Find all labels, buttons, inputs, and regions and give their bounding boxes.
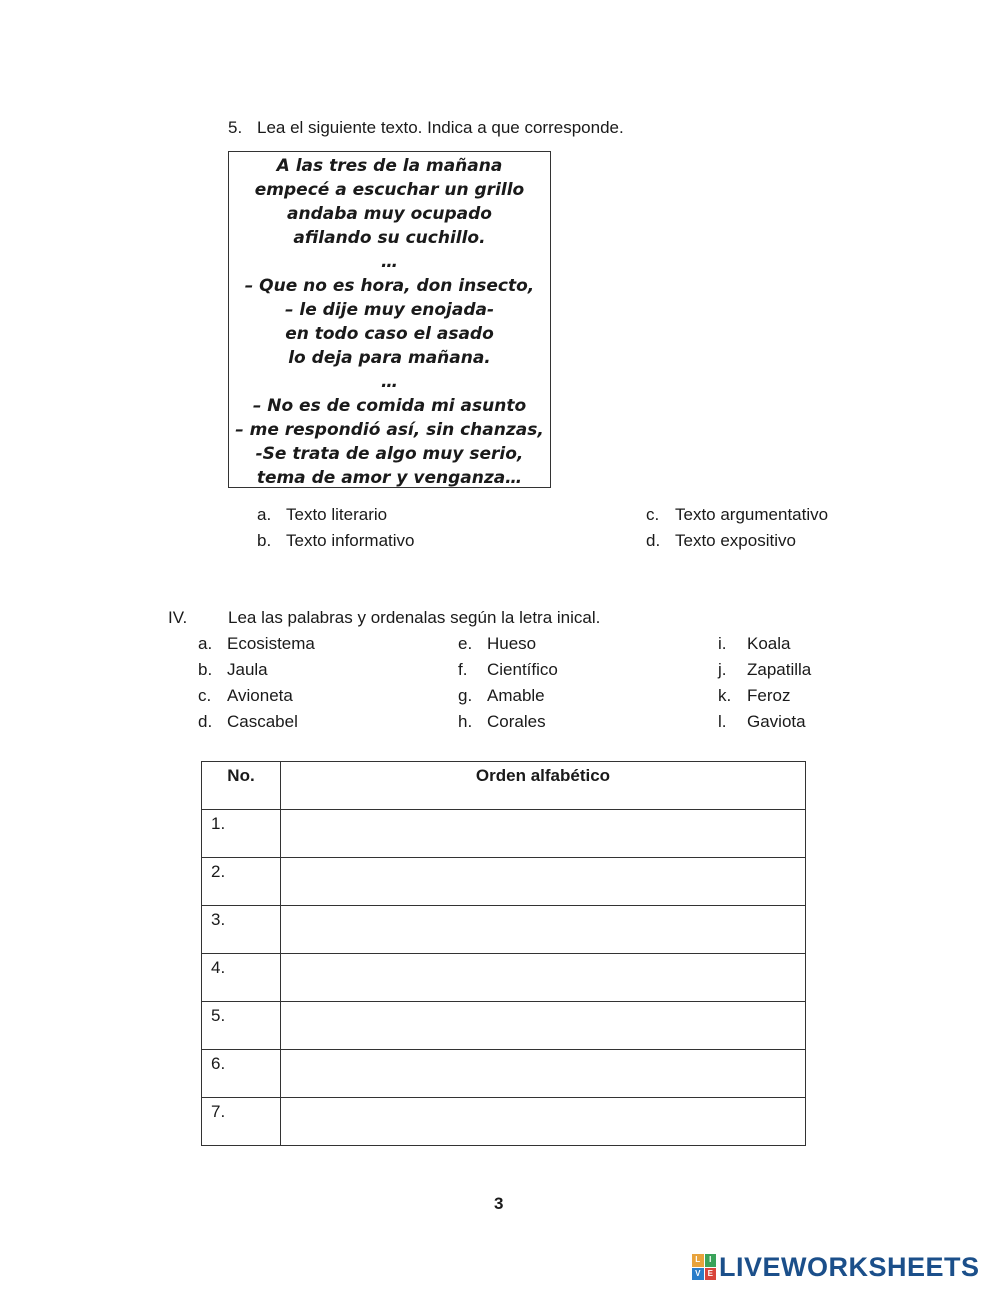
word-item [198, 660, 268, 680]
word-letter: e. [458, 634, 473, 653]
row-number: 4. [202, 954, 281, 1002]
word-text: Corales [487, 712, 546, 731]
word-text: Jaula [227, 660, 268, 679]
answer-cell[interactable] [281, 1050, 806, 1098]
alphabetical-order-table [201, 761, 806, 1146]
poem-line: lo deja para mañana. [288, 348, 491, 368]
poem-line: A las tres de la mañana [276, 156, 503, 176]
table-row [202, 954, 806, 1002]
option-text: Texto expositivo [675, 531, 796, 550]
option-letter: d. [646, 531, 661, 550]
word-text: Ecosistema [227, 634, 315, 653]
word-item [458, 686, 545, 706]
table-row [202, 1098, 806, 1146]
word-letter: i. [718, 634, 727, 653]
word-text: Feroz [747, 686, 791, 705]
option-c[interactable] [646, 505, 828, 525]
answer-cell[interactable] [281, 1002, 806, 1050]
poem-line: … [381, 252, 398, 272]
word-letter: j. [718, 660, 727, 679]
logo-mark-letter: V [692, 1268, 704, 1281]
poem-line: -Se trata de algo muy serio, [255, 444, 524, 464]
word-item [458, 660, 558, 680]
answer-cell[interactable] [281, 906, 806, 954]
poem-line: – me respondió así, sin chanzas, [235, 420, 544, 440]
option-text: Texto literario [286, 505, 388, 524]
table-row [202, 1050, 806, 1098]
header-no: No. [202, 762, 281, 810]
word-text: Amable [487, 686, 545, 705]
word-letter: a. [198, 634, 213, 653]
option-text: Texto argumentativo [675, 505, 829, 524]
row-number: 7. [202, 1098, 281, 1146]
word-text: Zapatilla [747, 660, 812, 679]
word-item [458, 712, 546, 732]
question-number: 5. [228, 118, 243, 137]
logo-mark-letter: I [705, 1254, 717, 1267]
page-number: 3 [494, 1194, 504, 1213]
poem-line: empecé a escuchar un grillo [254, 180, 525, 200]
poem-line: – Que no es hora, don insecto, [244, 276, 535, 296]
word-text: Avioneta [227, 686, 293, 705]
word-letter: k. [718, 686, 732, 705]
question-text: Lea el siguiente texto. Indica a que corresponde. [257, 118, 624, 137]
table-row [202, 906, 806, 954]
word-item [718, 634, 790, 654]
word-text: Cascabel [227, 712, 298, 731]
word-letter: b. [198, 660, 213, 679]
word-text: Hueso [487, 634, 537, 653]
word-text: Científico [487, 660, 558, 679]
option-b[interactable] [257, 531, 415, 551]
word-letter: h. [458, 712, 473, 731]
poem-box [228, 151, 551, 488]
logo-mark-letter: E [705, 1268, 717, 1281]
liveworksheets-logo [692, 1252, 980, 1282]
word-item [458, 634, 536, 654]
option-d[interactable] [646, 531, 796, 551]
poem-line: andaba muy ocupado [287, 204, 492, 224]
logo-mark-icon [692, 1254, 716, 1280]
section-4-prompt [168, 608, 600, 628]
row-number: 6. [202, 1050, 281, 1098]
logo-mark-letter: L [692, 1254, 704, 1267]
poem-line: afilando su cuchillo. [293, 228, 486, 248]
word-letter: g. [458, 686, 473, 705]
answer-cell[interactable] [281, 858, 806, 906]
row-number: 3. [202, 906, 281, 954]
poem-line: … [381, 372, 398, 392]
row-number: 2. [202, 858, 281, 906]
option-a[interactable] [257, 505, 387, 525]
answer-cell[interactable] [281, 954, 806, 1002]
row-number: 5. [202, 1002, 281, 1050]
word-item [198, 712, 298, 732]
poem-line: – No es de comida mi asunto [252, 396, 527, 416]
word-letter: d. [198, 712, 213, 731]
section-text: Lea las palabras y ordenalas según la letra inical. [228, 608, 601, 627]
poem-line: tema de amor y venganza… [256, 468, 523, 488]
word-item [718, 660, 811, 680]
answer-cell[interactable] [281, 810, 806, 858]
word-letter: l. [718, 712, 727, 731]
word-text: Gaviota [747, 712, 806, 731]
row-number: 1. [202, 810, 281, 858]
option-letter: b. [257, 531, 272, 550]
word-text: Koala [747, 634, 791, 653]
header-order: Orden alfabético [281, 762, 806, 810]
word-letter: c. [198, 686, 212, 705]
word-letter: f. [458, 660, 468, 679]
word-item [718, 686, 790, 706]
table-row [202, 810, 806, 858]
logo-text: LIVEWORKSHEETS [719, 1251, 980, 1282]
poem-line: – le dije muy enojada- [284, 300, 495, 320]
table-row [202, 1002, 806, 1050]
option-letter: a. [257, 505, 272, 524]
word-item [198, 634, 315, 654]
poem-line: en todo caso el asado [285, 324, 494, 344]
option-text: Texto informativo [286, 531, 415, 550]
word-item [718, 712, 806, 732]
word-item [198, 686, 293, 706]
section-number: IV. [168, 608, 188, 627]
question-5-prompt [228, 118, 624, 138]
option-letter: c. [646, 505, 660, 524]
answer-cell[interactable] [281, 1098, 806, 1146]
table-header-row [202, 762, 806, 810]
table-row [202, 858, 806, 906]
